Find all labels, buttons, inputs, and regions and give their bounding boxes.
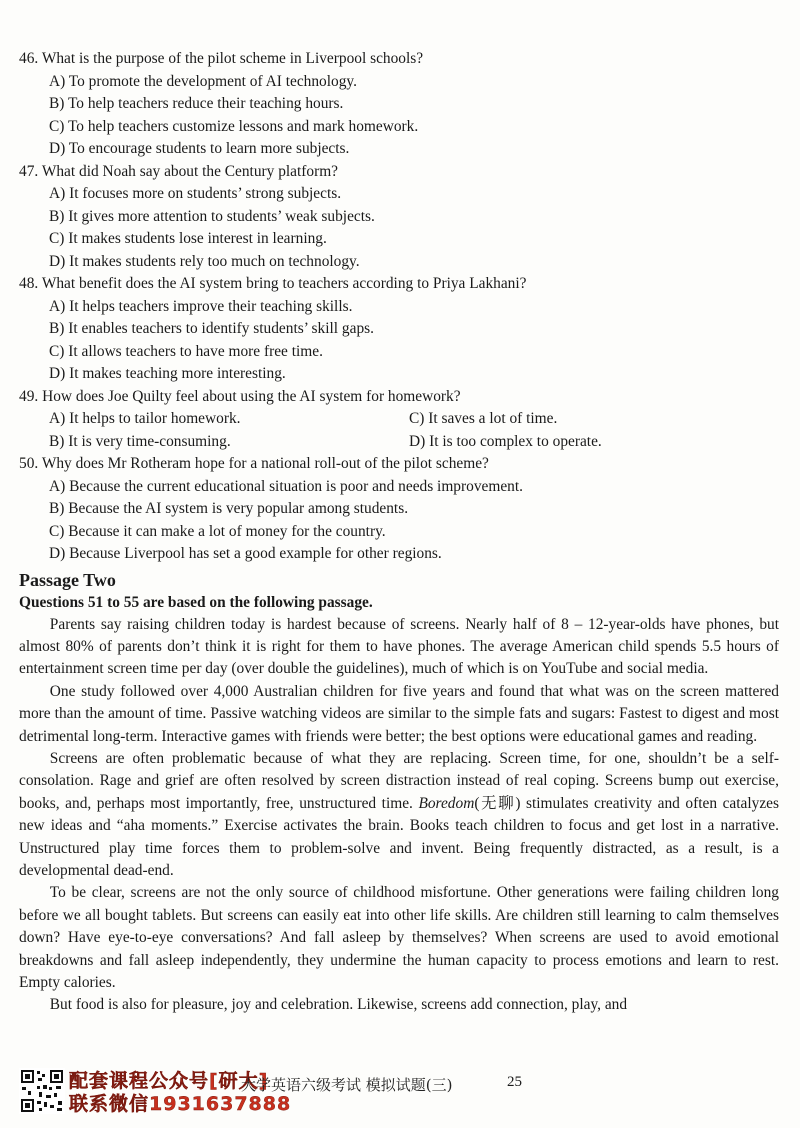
qr-code-icon: [19, 1068, 65, 1114]
question-number: 48.: [19, 275, 39, 292]
promo-watermark-line-2: 联系微信1931637888: [69, 1093, 292, 1115]
question-text: What did Noah say about the Century platform?: [41, 162, 339, 180]
option: A) It helps to tailor homework.: [49, 410, 241, 427]
question-number: 47.: [19, 162, 39, 180]
paragraph-text: Screens are often problematic because of what they are replacing. Screen time, for one, shouldn’t be a self-consolation. Rage and grief are often resolved by screen distraction instead of real coping. Screens bump out exercise, books, and, perhaps most importantly, free, unstructured time.: [19, 749, 779, 812]
page-number: 25: [507, 1074, 522, 1090]
option: C) To help teachers customize lessons and mark homework.: [49, 117, 419, 135]
passage-paragraph: [19, 748, 779, 882]
question-50: [19, 453, 779, 566]
option: C) Because it can make a lot of money for the country.: [49, 522, 386, 540]
option: D) It makes students rely too much on technology.: [49, 252, 360, 270]
boredom-gloss: (无聊): [474, 794, 521, 812]
option: A) Because the current educational situation is poor and needs improvement.: [49, 477, 523, 495]
passage-title: Passage Two: [19, 569, 116, 590]
question-number: 50.: [19, 455, 39, 472]
passage-paragraph: Parents say raising children today is hardest because of screens. Nearly half of 8 – 12-year-olds have phones, but almost 80% of parents don’t think it is right for them to have phones. The average American child spends 5.5 hours of entertainment screen time per day (over double the guidelines), much of which is on YouTube and social media.: [19, 615, 779, 678]
question-text: How does Joe Quilty feel about using the AI system for homework?: [42, 387, 461, 405]
paragraph-text: stimulates creativity and often catalyzes new ideas and “aha moments.” Exercise activates the brain. Books teach children to focus and get lost in a narrative. Unstructured play time forces them to problem-solve and invent. Being frequently distracted, as a result, is a developmental dead-end.: [19, 794, 779, 879]
boredom-word: Boredom: [418, 794, 475, 812]
passage-instructions: Questions 51 to 55 are based on the following passage.: [19, 593, 373, 611]
question-text: What is the purpose of the pilot scheme in Liverpool schools?: [41, 50, 424, 67]
passage-paragraph: One study followed over 4,000 Australian children for five years and found that what was on the screen mattered more than the amount of time. Passive watching videos are similar to the simple fats and sugars: Fastest to digest and most detrimental long-term. Interactive games with friends were better; the best options were educational games and reading.: [19, 682, 779, 745]
passage-paragraph: But food is also for pleasure, joy and celebration. Likewise, screens add connection, play, and: [49, 996, 628, 1014]
option: B) It is very time-consuming.: [49, 432, 231, 450]
question-48: [19, 273, 779, 386]
question-46: [19, 48, 779, 161]
option: B) It gives more attention to students’ weak subjects.: [49, 207, 375, 225]
promo-watermark-line-1: 配套课程公众号[研大]: [69, 1070, 269, 1092]
option: C) It makes students lose interest in learning.: [49, 230, 327, 247]
option: A) It helps teachers improve their teaching skills.: [49, 297, 353, 315]
option: B) To help teachers reduce their teaching hours.: [49, 95, 344, 112]
footer-exam-title: 大学英语六级考试 模拟试题(三): [241, 1076, 453, 1094]
option: D) To encourage students to learn more subjects.: [49, 140, 350, 157]
question-text: What benefit does the AI system bring to teachers according to Priya Lakhani?: [41, 275, 527, 292]
option: A) It focuses more on students’ strong subjects.: [49, 185, 342, 202]
option: C) It allows teachers to have more free time.: [49, 342, 323, 360]
question-47: [19, 161, 779, 274]
question-49: [19, 386, 779, 454]
question-number: 46.: [19, 50, 39, 67]
passage-paragraph: To be clear, screens are not the only source of childhood misfortune. Other generations were failing children long before we all bought tablets. But screens can easily eat into other life skills. Are children still learning to calm themselves down? Have eye-to-eye conversations? And fall asleep by themselves? When screens are used to avoid emotional breakdowns and fall asleep independently, they undermine the human capacity to process emotions and learn to rest. Empty calories.: [19, 884, 779, 991]
option: B) It enables teachers to identify students’ skill gaps.: [49, 320, 374, 337]
question-number: 49.: [19, 387, 39, 405]
option: D) It makes teaching more interesting.: [49, 365, 286, 382]
question-text: Why does Mr Rotheram hope for a national roll-out of the pilot scheme?: [41, 455, 489, 472]
option: A) To promote the development of AI technology.: [49, 72, 357, 90]
option: D) It is too complex to operate.: [409, 432, 602, 450]
option: C) It saves a lot of time.: [409, 410, 558, 427]
option: B) Because the AI system is very popular among students.: [49, 500, 409, 517]
option: D) Because Liverpool has set a good example for other regions.: [49, 545, 442, 562]
page-footer: [19, 1068, 779, 1120]
exam-page: [19, 48, 779, 1017]
